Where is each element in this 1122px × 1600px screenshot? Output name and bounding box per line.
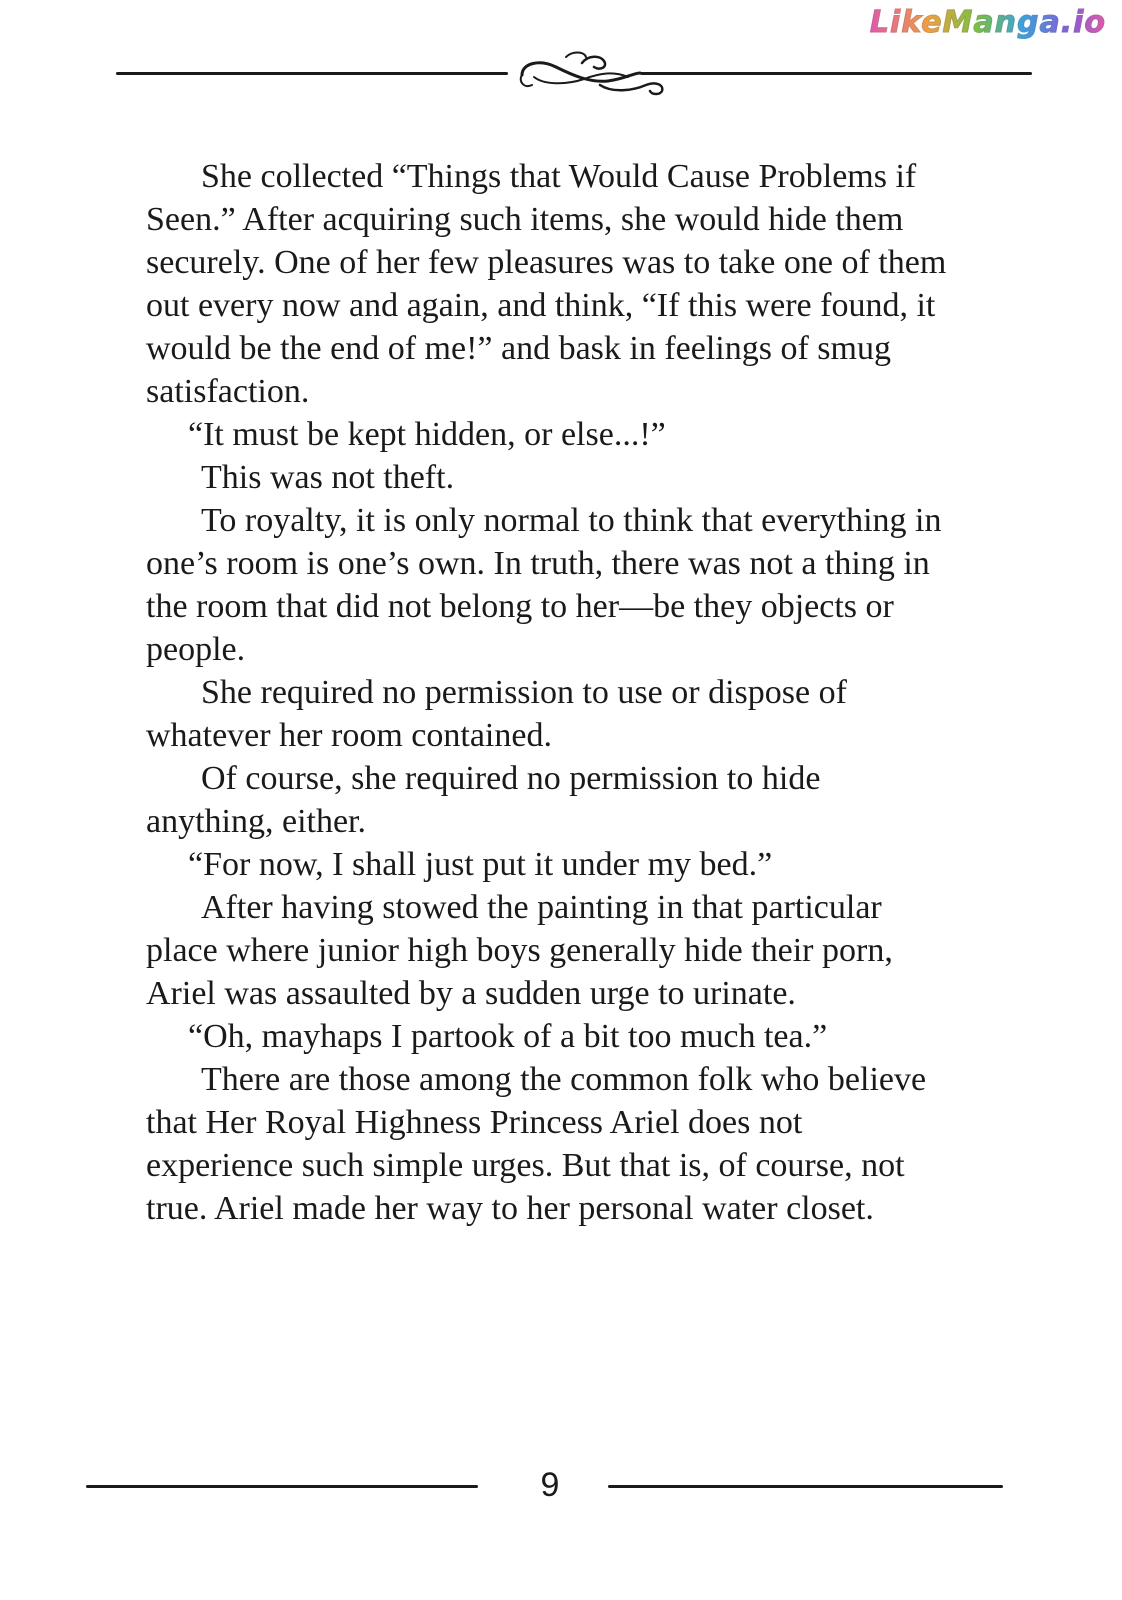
paragraph: She collected “Things that Would Cause Problems if Seen.” After acquiring such items, she would hide them securely. One of her few pleasures was to take one of them out every now and again, and think, “If this were found, it would be the end of me!” and bask in feelings of smug satisfaction. [146, 158, 947, 410]
paragraph: Of course, she required no permission to hide anything, either. [146, 760, 821, 840]
dialogue-line: “Oh, mayhaps I partook of a bit too much tea.” [188, 1018, 828, 1055]
paragraph: To royalty, it is only normal to think that everything in one’s room is one’s own. In truth, there was not a thing in the room that did not belong to her—be they objects or people. [146, 502, 942, 668]
ornament-left-rule [116, 72, 508, 75]
paragraph: After having stowed the painting in that particular place where junior high boys generally hide their porn, Ariel was assaulted by a sudden urge to urinate. [146, 889, 893, 1012]
body-text [146, 155, 956, 1230]
paragraph: There are those among the common folk who believe that Her Royal Highness Princess Ariel does not experience such simple urges. But that is, of course, not true. Ariel made her way to her personal water closet. [146, 1061, 927, 1227]
footer-right-rule [608, 1485, 1003, 1488]
watermark: LikeManga.io [870, 2, 1106, 42]
dialogue-line: “For now, I shall just put it under my bed.” [188, 846, 773, 883]
ornament-right-rule [640, 72, 1032, 75]
paragraph: She required no permission to use or dispose of whatever her room contained. [146, 674, 847, 754]
page-number: 9 [540, 1466, 560, 1504]
page-footer [0, 1460, 1122, 1520]
flourish-divider-icon [0, 45, 1122, 105]
flourish-scroll [521, 53, 663, 95]
dialogue-line: “It must be kept hidden, or else...!” [188, 416, 666, 453]
top-ornament [0, 45, 1122, 105]
footer-left-rule [86, 1485, 478, 1488]
paragraph: This was not theft. [201, 459, 455, 496]
